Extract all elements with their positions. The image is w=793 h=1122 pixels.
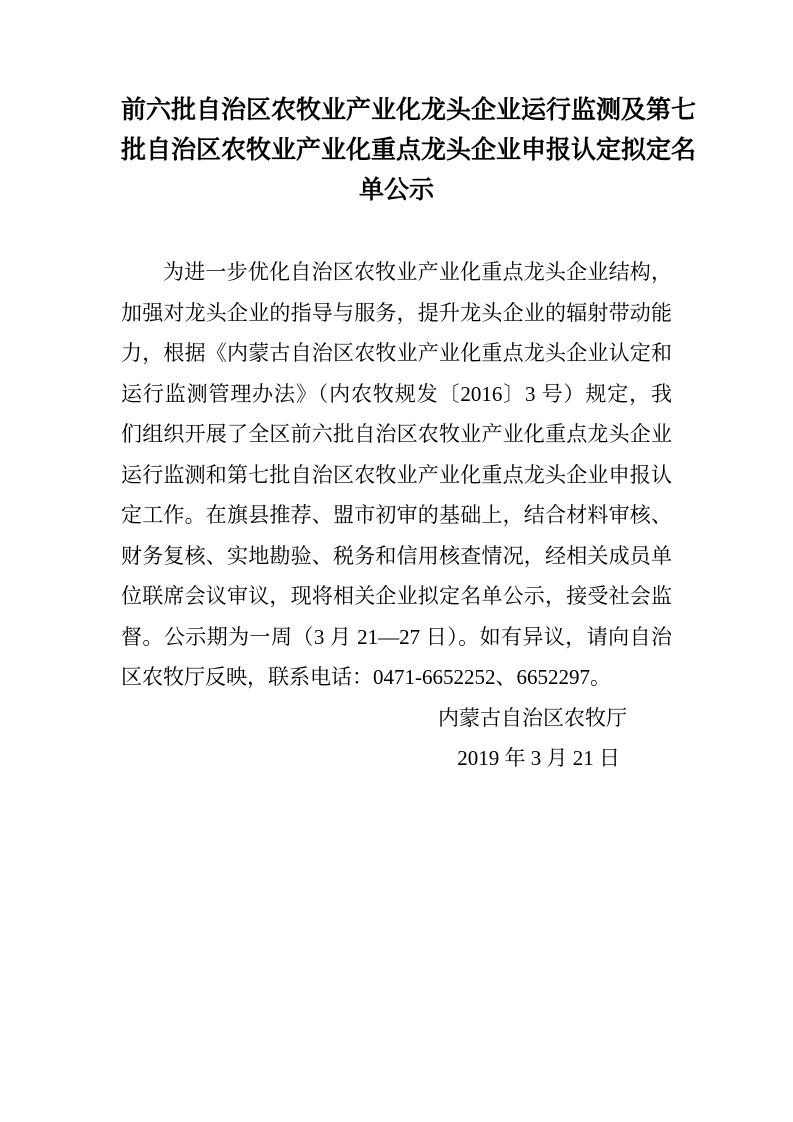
document-title-line-3: 单公示 xyxy=(358,176,434,204)
signature-organization: 内蒙古自治区农牧厅 xyxy=(438,705,627,730)
body-paragraph: 为进一步优化自治区农牧业产业化重点龙头企业结构，加强对龙头企业的指导与服务，提升龙头企业的辐射带动能力，根据《内蒙古自治区农牧业产业化重点龙头企业认定和运行监测管理办法》（内农牧规发〔2016〕3 号）规定，我们组织开展了全区前六批自治区农牧业产业化重点龙头企业运行监测和第七批自治区农牧业产业化重点龙头企业申报认定工作。在旗县推荐、盟市初审的基础上，结合材料审核、财务复核、实地勘验、税务和信用核查情况，经相关成员单位联席会议审议，现将相关企业拟定名单公示，接受社会监督。公示期为一周（3 月 21—27 日）。如有异议，请向自治区农牧厅反映，联系电话：0471-6652252、6652297。 xyxy=(121,260,672,689)
document-title xyxy=(121,90,697,210)
signature-date: 2019 年 3 月 21 日 xyxy=(457,746,620,770)
document-title-line-2: 批自治区农牧业产业化重点龙头企业申报认定拟定名 xyxy=(121,136,697,164)
document-title-line-1: 前六批自治区农牧业产业化龙头企业运行监测及第七 xyxy=(121,96,697,124)
